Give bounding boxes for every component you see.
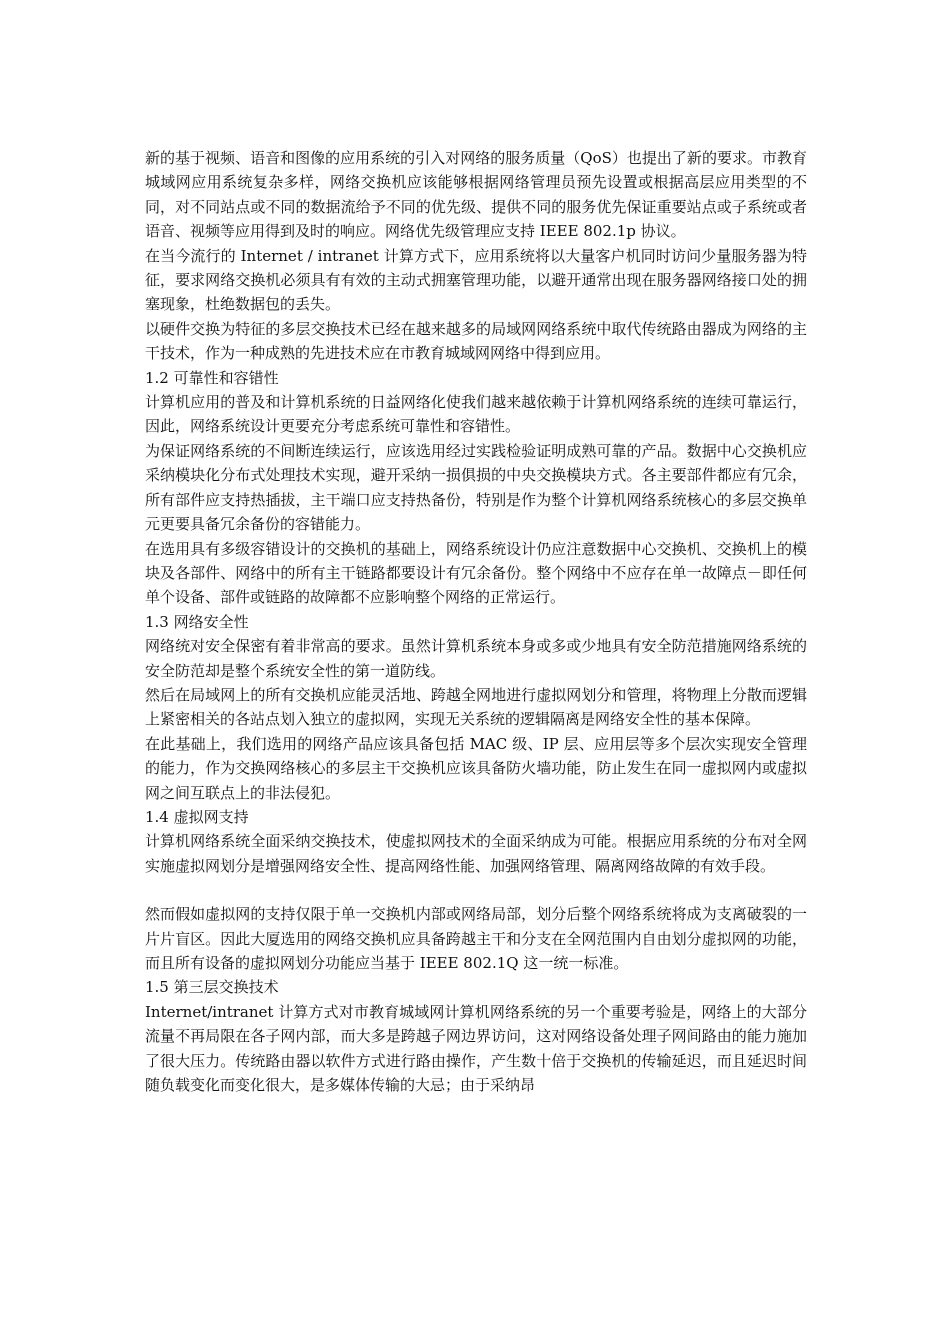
heading-reliability: 1.2 可靠性和容错性 (145, 368, 279, 387)
paragraph-layer3: Internet/intranet 计算方式对市教育城域网计算机网络系统的另一个重要考验是，网络上的大部分流量不再局限在各子网内部，而大多是跨越子网边界访问，这对网络设备处理子网间路由的能力施加了很大压力。传统路由器以软件方式进行路由操作，产生数十倍于交换机的传输延迟，而且延迟时间随负载变化而变化很大，是多媒体传输的大忌；由于采纳昂 (145, 1002, 807, 1095)
paragraph-congestion: 在当今流行的 Internet / intranet 计算方式下，应用系统将以大量客户机同时访问少量服务器为特征，要求网络交换机必须具有有效的主动式拥塞管理功能，以避开通常出现在服务器网络接口处的拥塞现象，杜绝数据包的丢失。 (145, 246, 807, 314)
paragraph-gap (145, 878, 807, 902)
paragraph-redundancy: 为保证网络系统的不间断连续运行，应该选用经过实践检验证明成熟可靠的产品。数据中心交换机应采纳模块化分布式处理技术实现，避开采纳一损俱损的中央交换模块方式。各主要部件都应有冗余，所有部件应支持热插拔，主干端口应支持热备份，特别是作为整个计算机网络系统核心的多层交换单元更要具备冗余备份的容错能力。 (145, 441, 807, 534)
paragraph-vlan-intro: 计算机网络系统全面采纳交换技术，使虚拟网技术的全面采纳成为可能。根据应用系统的分布对全网实施虚拟网划分是增强网络安全性、提高网络性能、加强网络管理、隔离网络故障的有效手段。 (145, 832, 807, 875)
heading-vlan: 1.4 虚拟网支持 (145, 807, 249, 826)
document-page (145, 146, 807, 1097)
paragraph-qos: 新的基于视频、语音和图像的应用系统的引入对网络的服务质量（QoS）也提出了新的要求。市教育城域网应用系统复杂多样，网络交换机应该能够根据网络管理员预先设置或根据高层应用类型的不同，对不同站点或不同的数据流给予不同的优先级、提供不同的服务优先保证重要站点或子系统或者语音、视频等应用得到及时的响应。网络优先级管理应支持 IEEE 802.1p 协议。 (145, 149, 807, 241)
paragraph-security-intro: 网络统对安全保密有着非常高的要求。虽然计算机系统本身或多或少地具有安全防范措施网络系统的安全防范却是整个系统安全性的第一道防线。 (145, 637, 807, 680)
paragraph-reliability-intro: 计算机应用的普及和计算机系统的日益网络化使我们越来越依赖于计算机网络系统的连续可靠运行，因此，网络系统设计更要充分考虑系统可靠性和容错性。 (145, 393, 807, 436)
paragraph-vlan-isolation: 然后在局域网上的所有交换机应能灵活地、跨越全网地进行虚拟网划分和管理，将物理上分散而逻辑上紧密相关的各站点划入独立的虚拟网，实现无关系统的逻辑隔离是网络安全性的基本保障。 (145, 685, 807, 729)
paragraph-security-layers: 在此基础上，我们选用的网络产品应该具备包括 MAC 级、IP 层、应用层等多个层次实现安全管理的能力，作为交换网络核心的多层主干交换机应该具备防火墙功能，防止发生在同一虚拟网内或虚拟网之间互联点上的非法侵犯。 (145, 734, 807, 802)
heading-layer3: 1.5 第三层交换技术 (145, 978, 279, 997)
paragraph-fault-tolerance: 在选用具有多级容错设计的交换机的基础上，网络系统设计仍应注意数据中心交换机、交换机上的模块及各部件、网络中的所有主干链路都要设计有冗余备份。整个网络中不应存在单一故障点－即任何单个设备、部件或链路的故障都不应影响整个网络的正常运行。 (145, 539, 807, 607)
paragraph-multilayer: 以硬件交换为特征的多层交换技术已经在越来越多的局域网网络系统中取代传统路由器成为网络的主干技术，作为一种成熟的先进技术应在市教育城域网网络中得到应用。 (145, 319, 807, 363)
paragraph-vlan-standard: 然而假如虚拟网的支持仅限于单一交换机内部或网络局部，划分后整个网络系统将成为支离破裂的一片片盲区。因此大厦选用的网络交换机应具备跨越主干和分支在全网范围内自由划分虚拟网的功能，而且所有设备的虚拟网划分功能应当基于 IEEE 802.1Q 这一统一标准。 (145, 905, 807, 972)
heading-security: 1.3 网络安全性 (145, 612, 249, 631)
